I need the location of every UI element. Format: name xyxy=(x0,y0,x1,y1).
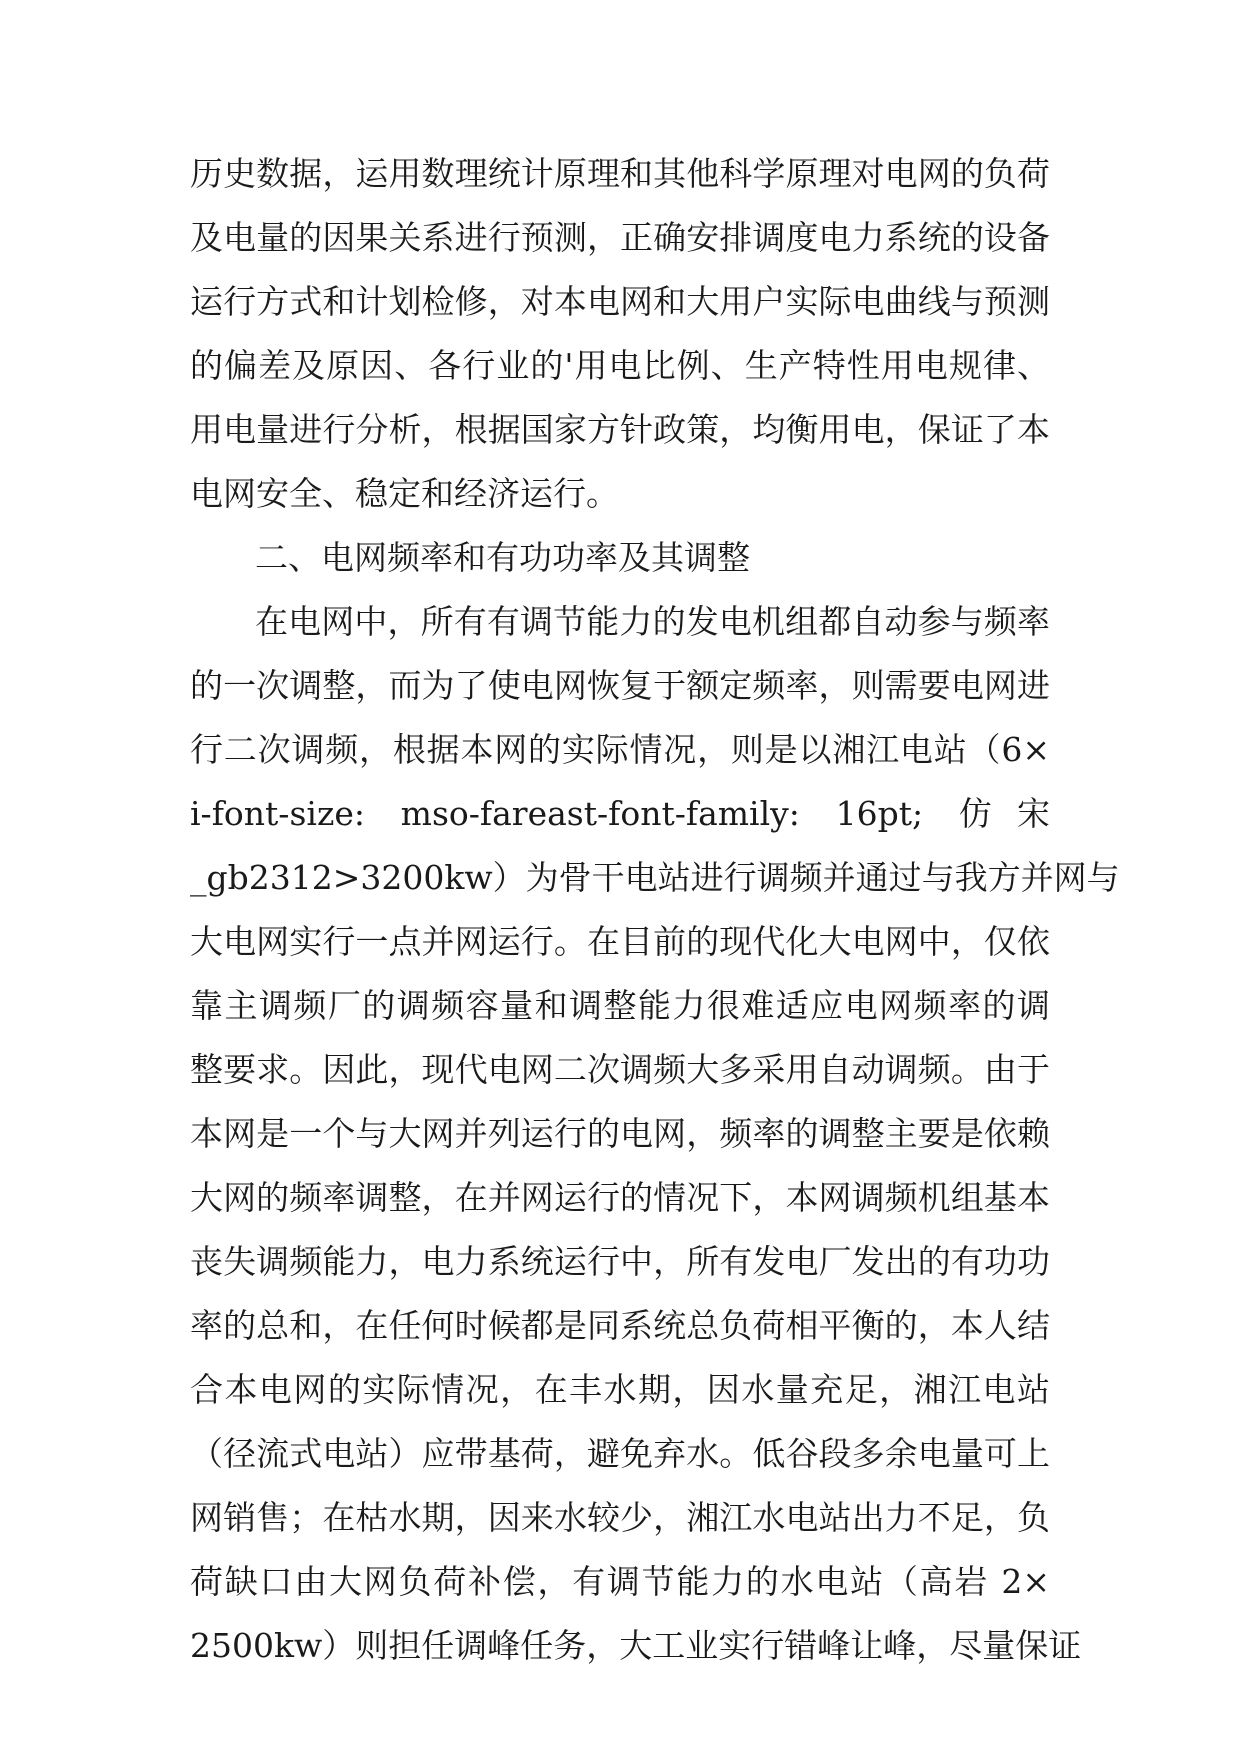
text-line: 靠主调频厂的调频容量和调整能力很难适应电网频率的调 xyxy=(190,986,1050,1025)
text-line: 率的总和，在任何时候都是同系统总负荷相平衡的，本人结 xyxy=(190,1306,1050,1345)
text-line: i-font-size: mso-fareast-font-family: 16pt; 仿宋 xyxy=(190,794,1050,833)
text-line: 丧失调频能力，电力系统运行中，所有发电厂发出的有功功 xyxy=(190,1242,1050,1281)
text-line: （径流式电站）应带基荷，避免弃水。低谷段多余电量可上 xyxy=(190,1434,1050,1473)
text-line: 运行方式和计划检修，对本电网和大用户实际电曲线与预测 xyxy=(190,282,1050,321)
text-line: 整要求。因此，现代电网二次调频大多采用自动调频。由于 xyxy=(190,1050,1050,1089)
text-line: 的一次调整，而为了使电网恢复于额定频率，则需要电网进 xyxy=(190,666,1050,705)
text-line: 大网的频率调整，在并网运行的情况下，本网调频机组基本 xyxy=(190,1178,1050,1217)
text-line: 合本电网的实际情况，在丰水期，因水量充足，湘江电站 xyxy=(190,1370,1050,1409)
text-line: 历史数据，运用数理统计原理和其他科学原理对电网的负荷 xyxy=(190,154,1050,193)
section-heading: 二、电网频率和有功功率及其调整 xyxy=(255,538,750,577)
text-line: 荷缺口由大网负荷补偿，有调节能力的水电站（高岩 2× xyxy=(190,1562,1050,1601)
text-line: 的偏差及原因、各行业的'用电比例、生产特性用电规律、 xyxy=(190,346,1050,385)
text-line: 及电量的因果关系进行预测，正确安排调度电力系统的设备 xyxy=(190,218,1050,257)
text-line: 网销售；在枯水期，因来水较少，湘江水电站出力不足，负 xyxy=(190,1498,1050,1537)
text-line: 电网安全、稳定和经济运行。 xyxy=(190,474,619,513)
text-line: 大电网实行一点并网运行。在目前的现代化大电网中，仅依 xyxy=(190,922,1050,961)
text-line: _gb2312>3200kw）为骨干电站进行调频并通过与我方并网与 xyxy=(190,858,1120,897)
text-line: 本网是一个与大网并列运行的电网，频率的调整主要是依赖 xyxy=(190,1114,1050,1153)
text-line: 在电网中，所有有调节能力的发电机组都自动参与频率 xyxy=(255,602,1050,641)
text-line: 用电量进行分析，根据国家方针政策，均衡用电，保证了本 xyxy=(190,410,1050,449)
text-line: 行二次调频，根据本网的实际情况，则是以湘江电站（6× xyxy=(190,730,1050,769)
text-line: 2500kw）则担任调峰任务，大工业实行错峰让峰，尽量保证 xyxy=(190,1626,1082,1665)
